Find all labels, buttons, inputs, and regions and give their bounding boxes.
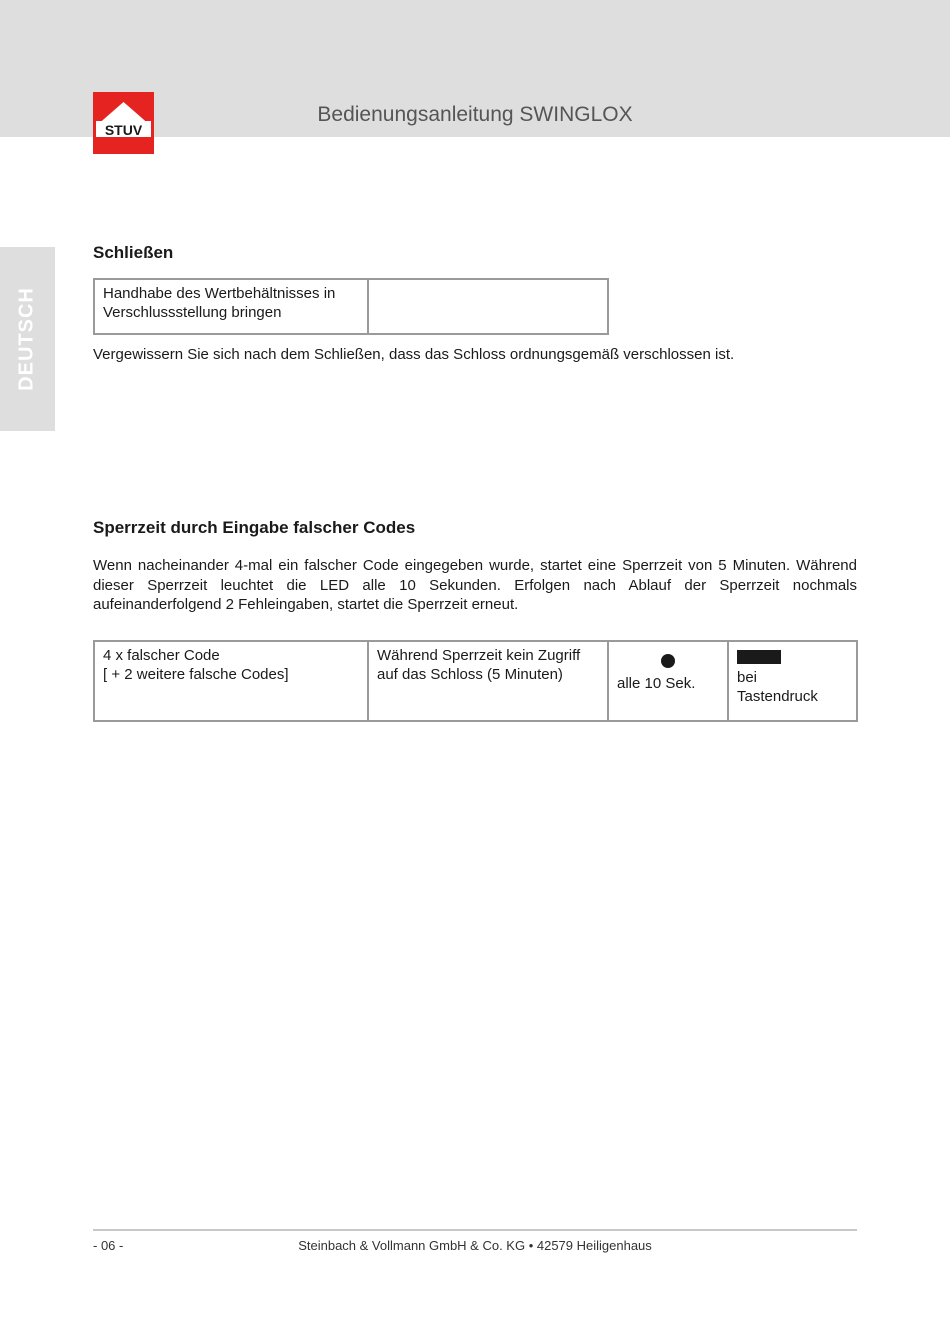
company-address: Steinbach & Vollmann GmbH & Co. KG • 42579 Heiligenhaus <box>298 1238 652 1253</box>
table-row <box>94 279 608 334</box>
led-text: alle 10 Sek. <box>617 675 696 692</box>
table-cell-condition <box>94 641 368 721</box>
table-cell-beep <box>728 641 857 721</box>
logo-text: STUV <box>104 122 143 138</box>
close-table <box>93 278 609 335</box>
document-title: Bedienungsanleitung SWINGLOX <box>317 103 633 126</box>
table-cell-led <box>608 641 728 721</box>
beep-text-line-1: bei <box>737 669 758 686</box>
beep-text-line-2: Tastendruck <box>737 688 818 705</box>
effect-line-1: Während Sperrzeit kein Zugriff <box>377 647 581 664</box>
led-dot-icon <box>661 654 675 668</box>
close-note: Vergewissern Sie sich nach dem Schließen, dass das Schloss ordnungsgemäß verschlossen ist. <box>93 346 735 363</box>
table-row <box>94 641 857 721</box>
page-number: - 06 - <box>93 1238 124 1253</box>
footer-divider <box>93 1229 857 1231</box>
effect-line-2: auf das Schloss (5 Minuten) <box>377 666 563 683</box>
condition-line-2: [ + 2 weitere falsche Codes] <box>103 666 289 683</box>
condition-line-1: 4 x falscher Code <box>103 647 220 664</box>
beep-bar-icon <box>737 650 781 664</box>
section-heading-close: Schließen <box>93 243 174 262</box>
lockout-table <box>93 640 858 722</box>
table-cell-instruction: Handhabe des Wertbehältnisses in Verschlussstellung bringen <box>94 279 368 334</box>
table-cell-empty <box>368 279 608 334</box>
language-tab-label: DEUTSCH <box>15 287 38 391</box>
section-heading-lockout: Sperrzeit durch Eingabe falscher Codes <box>93 518 416 537</box>
lockout-paragraph: Wenn nacheinander 4-mal ein falscher Code eingegeben wurde, startet eine Sperrzeit von 5 Minuten. Während dieser Sperrzeit leuchtet die LED alle 10 Sekunden. Erfolgen nach Ablauf der Sperrzeit nochmals aufeinanderfolgend 2 Fehleingaben, startet die Sperrzeit erneut. <box>93 557 857 613</box>
table-cell-effect <box>368 641 608 721</box>
